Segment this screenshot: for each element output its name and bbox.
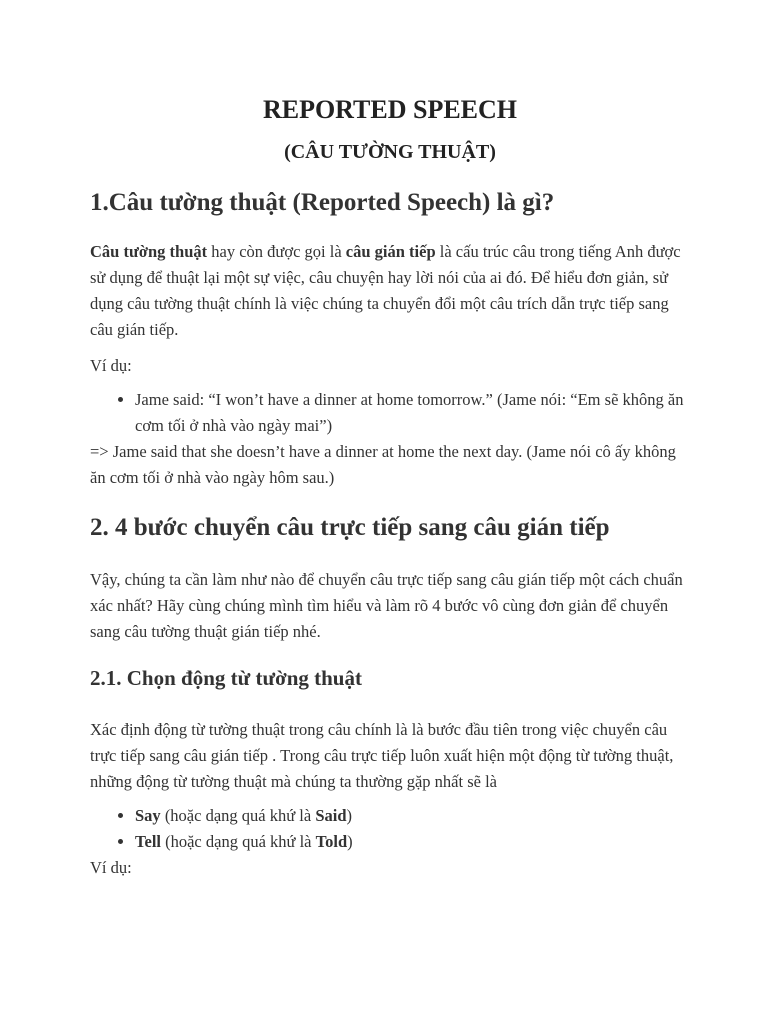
verb-told: Told xyxy=(315,832,348,851)
verb-note: (hoặc dạng quá khứ là xyxy=(160,806,316,825)
section-2-1-intro: Xác định động từ tường thuật trong câu chính là là bước đầu tiên trong việc chuyển câu trực tiếp sang câu gián tiếp . Trong câu trực tiếp luôn xuất hiện một động từ tường thuật, những động từ tường thuật mà chúng ta thường gặp nhất sẽ là xyxy=(90,720,674,791)
section-2-intro: Vậy, chúng ta cần làm như nào để chuyển câu trực tiếp sang câu gián tiếp một cách chuẩn xác nhất? Hãy cùng chúng mình tìm hiểu và làm rõ 4 bước vô cùng đơn giản để chuyển sang câu tường thuật gián tiếp nhé. xyxy=(90,570,683,641)
list-item: • Jame said: “I won’t have a dinner at home tomorrow.” (Jame nói: “Em sẽ không ăn cơm tối ở nhà vào ngày mai”) xyxy=(135,387,690,439)
document-title: REPORTED SPEECH xyxy=(262,95,518,124)
reporting-verbs-list xyxy=(90,803,690,855)
verb-say: Say xyxy=(135,806,161,825)
verb-note: (hoặc dạng quá khứ là xyxy=(160,832,316,851)
verb-said: Said xyxy=(315,806,347,825)
intro-text-1: hay còn được gọi là xyxy=(207,242,346,261)
list-item xyxy=(135,803,690,829)
section-1-example-list xyxy=(90,387,690,439)
section-2-1-example-label: Ví dụ: xyxy=(90,858,132,877)
section-2-heading: 2. 4 bước chuyển câu trực tiếp sang câu gián tiếp xyxy=(90,514,610,541)
section-1-intro xyxy=(90,239,690,343)
verb-tell: Tell xyxy=(135,832,161,851)
verb-note-close: ) xyxy=(347,832,353,851)
section-1-example-result: => Jame said that she doesn’t have a dinner at home the next day. (Jame nói cô ấy không ăn cơm tối ở nhà vào ngày hôm sau.) xyxy=(90,442,676,487)
section-2-1-heading: 2.1. Chọn động từ tường thuật xyxy=(90,666,362,690)
document-subtitle: (CÂU TƯỜNG THUẬT) xyxy=(284,141,496,163)
intro-text-2: là cấu trúc câu trong tiếng Anh được sử dụng để thuật lại một sự việc, câu chuyện hay lời nói của ai đó. Để hiểu đơn giản, sử dụng câu tường thuật chính là việc chúng ta chuyển đổi một câu trích dẫn trực tiếp sang câu gián tiếp. xyxy=(90,242,681,339)
term-indirect-speech: câu gián tiếp xyxy=(345,242,436,261)
document-page xyxy=(90,92,690,881)
term-reported-speech: Câu tường thuật xyxy=(90,242,208,261)
verb-note-close: ) xyxy=(346,806,353,825)
section-1-heading: 1.Câu tường thuật (Reported Speech) là gì? xyxy=(90,189,555,216)
section-1-example-label: Ví dụ: xyxy=(90,356,132,375)
list-item xyxy=(135,829,690,855)
